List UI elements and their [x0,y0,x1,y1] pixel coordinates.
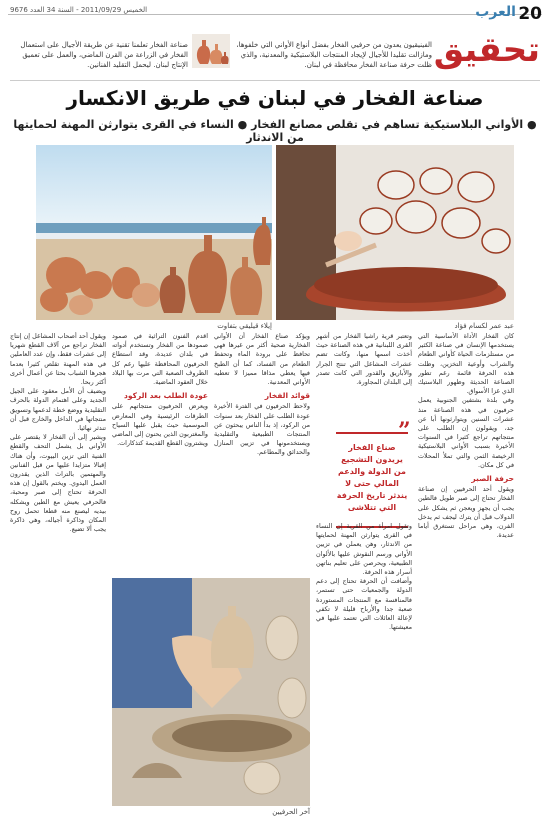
section-title: تحقيق [433,30,540,70]
article-column-2-top [316,332,412,432]
col4-para-a: اقدم الفنون التراثية في صمود صمودها من الفخار وتستخدم أدواته في بلدان عديدة، وقد استطاع الحرفيون المحافظة عليها رغم كل الظروف الصعبة التي مرت بها البلاد خلال العقود الماضية. [112,332,208,387]
photo-pottery-beach [36,145,272,320]
article-headline: صناعة الفخار في لبنان في طريق الانكسار [66,86,484,110]
article-column-4 [112,332,208,572]
pullquote-mark: ” [398,418,411,444]
teaser-left: صناعة الفخار تعلمنا تقنية عن طريقة الأجيال على استعمال الفخار في الزراعة من القرن الماضي، والعمل على تعميق الإنتاج لبنان. ليحمل التقليد الفنانين. [20,41,188,69]
article-column-2-bottom [316,522,412,817]
col1-para-b: وفي بلدة بشتفين الجنوبية يعمل حرفيون في هذه الصناعة منذ عشرات السنين ويتوارثونها أبا عن جد، ويقولون إن الطلب على منتجاتهم تراجع كثيرا في السنوات الأخيرة بسبب الأواني البلاستيكية الرخيصة الثمن والتي تملأ المحلات في كل مكان. [418,396,514,469]
photo-potters-wheel [112,578,310,806]
subhead-demand-return: عودة الطلب بعد الركود [124,391,208,401]
header-rule [8,14,542,15]
photo-painting-pottery [276,145,514,320]
col3-para-a: ويؤكد صناع الفخار أن الأواني الفخارية صحية أكثر من غيرها فهي تحافظ على برودة الماء وتحفظ الطعام من الفساد، كما أن الطبخ فيها يعطي مذاقا مميزا لا تعطيه الأواني المعدنية. [214,332,310,387]
page-number: 20 [518,4,542,24]
col5-para: ويشير إلى أن الفخار لا يقتصر على الأواني بل يشمل التحف والقطع الفنية التي تزين البيوت، وأن هناك إقبالا متزايدا عليها من قبل الفنانين والمهتمين بالتراث الذين يقدرون العمل اليدوي. ويختم بالقول إن هذه الحرفة تحتاج إلى صبر ومحبة، فالحرفي يعيش مع الطين ويشكله بيديه ليصنع منه قطعا تحمل روح المكان وذاكرة أجياله، وهي ذاكرة يجب ألا تضيع. [10,433,106,534]
subhead-patience: حرفة الصبر [471,474,514,484]
newspaper-name: العرب [475,4,516,20]
article-column-1 [418,332,514,817]
date-line: الخميس 2011/09/29 - السنة 34 العدد 9676 [10,6,148,14]
col3-para-b: ولاحظ الحرفيون في الفترة الأخيرة عودة الطلب على الفخار بعد سنوات من الركود، إذ بدأ الناس يبحثون عن المنتجات الطبيعية والتقليدية ويستخدمونها في تزيين المنازل والحدائق والمطاعم. [214,402,310,457]
article-column-5 [10,332,106,817]
caption-painter: عبد عمر لكسام فؤاد [454,322,514,330]
col2-para-c: وأضافت أن الحرفة تحتاج إلى دعم الدولة والجمعيات حتى تستمر، فالمنافسة مع المنتجات المستوردة صعبة جدا والأرباح قليلة لا تكفي لإعالة العائلات التي تعتمد عليها في معيشتها. [316,577,412,632]
header-divider [10,80,540,81]
col4-para-b: ويقول أحد أصحاب المشاغل إن إنتاج الفخار تراجع من آلاف القطع شهريا إلى عشرات فقط، وإن عدد العاملين في هذه المهنة تقلص كثيرا بعدما هجرها الشباب بحثا عن أعمال أخرى أكثر ربحا. [10,332,106,387]
subhead-benefits: قوائد الفخار [264,391,310,401]
col2-para-a: وتعتبر قرية راشيا الفخار من أشهر القرى اللبنانية في هذه الصناعة حيث أخذت اسمها منها، وكانت تضم عشرات المشاغل التي تنتج الجرار والأباريق والقدور التي كانت تصدر إلى البلدان المجاورة. [316,332,412,387]
teaser-right: الفينيقيون يعدون من حرفيي الفخار بفضل أنواع الأواني التي خلفوها، ومازالت تقليدا للأجيال لإيجاد المنتجات البلاستيكية والمعدنية، والذي ظلت حرفة صناعة الفخار محافظة في لبنان. [236,41,432,69]
col1-para-a: كان الفخار الأداة الأساسية التي يستخدمها الإنسان في صناعة الكثير من مستلزمات الحياة كأواني الطعام والشراب وأوعية التخزين، وظلت هذه الحرفة قائمة رغم تطور الصناعة الحديثة وظهور البلاستيك الذي غزا الأسواق. [418,332,514,396]
col1-para-c: ويقول أحد الحرفيين إن صناعة الفخار تحتاج إلى صبر طويل فالطين يجب أن يجهز ويعجن ثم يشكل على الدولاب قبل أن يترك ليجف ثم يدخل الفرن، وهي مراحل تستغرق أياما عديدة. [418,485,514,540]
caption-beach: إيلاء قيليقي بتفاوت [217,322,272,330]
article-column-3 [214,332,310,572]
page-header [0,0,550,90]
caption-wheel: آخر الحرفيين [272,808,310,816]
article-deck: ● الأواني البلاستيكية تساهم في تقلص مصانع الفخار ● النساء في القرى يتوارثن المهنة لحمايتها من الاندثار [13,118,537,144]
col4-para-c: ويضيف أن الأمل معقود على الجيل الجديد وعلى اهتمام الدولة بالحرف التقليدية ووضع خطة لدعمها وتسويق منتجاتها في الداخل والخارج قبل أن تندثر نهائيا. [10,387,106,433]
col2-para-b: وتقول امرأة من القرية إن النساء في القرى يتوارثن المهنة لحمايتها من الاندثار، وهن يعملن في تزيين الأواني ورسم النقوش عليها بالألوان الطبيعية، ويحرصن على تعليم بناتهن أسرار هذه الحرفة. [316,522,412,577]
teaser-pottery-image [192,34,230,68]
col3-para-c: ويعرض الحرفيون منتجاتهم على الطرقات الرئيسية وفي المعارض الموسمية حيث يقبل عليها السياح والمغتربون الذين يحنون إلى الماضي ويشترون القطع القديمة كتذكارات. [112,402,208,448]
pullquote: صناع الفخار يريدون التشجيع من الدولة والدعم المالي حتى لا يندثر تاريخ الحرفة التي تتلاشى [336,432,408,528]
